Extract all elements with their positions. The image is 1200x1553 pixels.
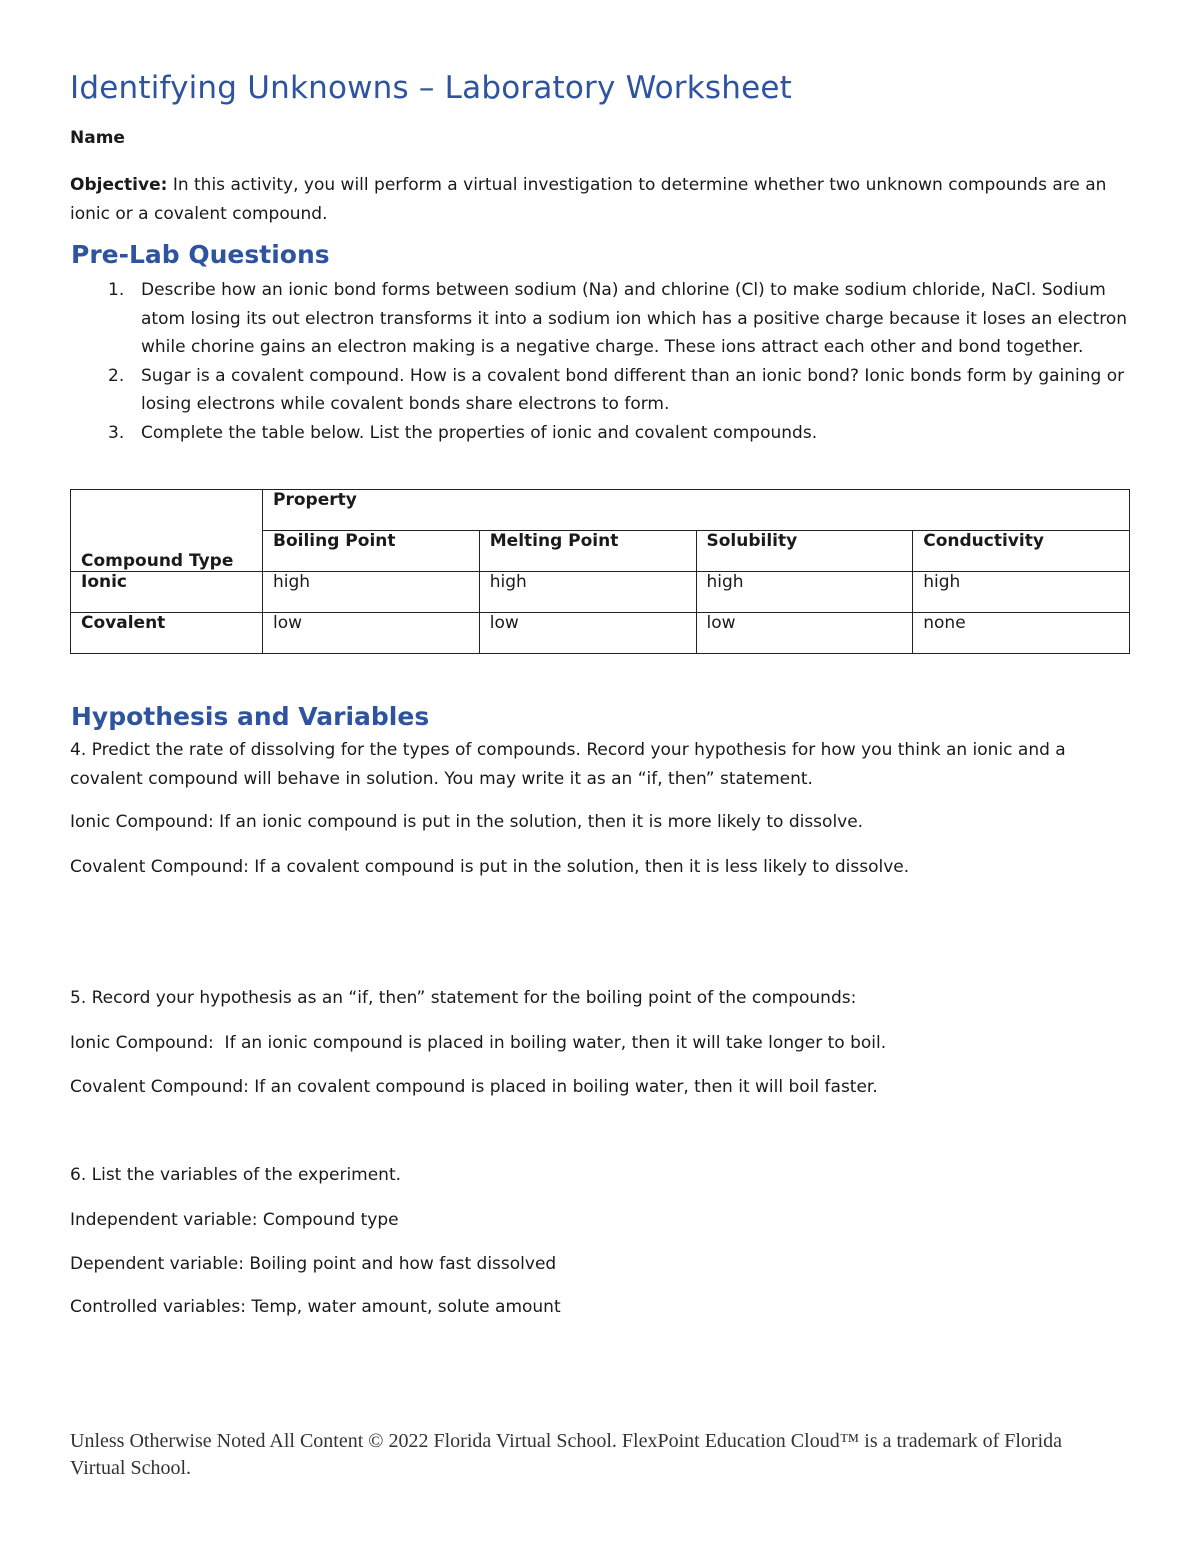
question-2 xyxy=(70,362,1132,419)
prelab-heading: Pre-Lab Questions xyxy=(71,240,330,269)
question-4-covalent-answer: Covalent Compound: If a covalent compound is put in the solution, then it is less likely to dissolve. xyxy=(70,857,910,877)
copyright-footer: Unless Otherwise Noted All Content © 2022 Florida Virtual School. FlexPoint Education Cloud™ is a trademark of Florida Virtual School. xyxy=(70,1430,1063,1479)
question-6-prompt: 6. List the variables of the experiment. xyxy=(70,1165,402,1185)
controlled-variables: Controlled variables: Temp, water amount, solute amount xyxy=(70,1297,561,1317)
column-header-conductivity: Conductivity xyxy=(913,531,1130,572)
question-4-ionic-answer: Ionic Compound: If an ionic compound is put in the solution, then it is more likely to dissolve. xyxy=(70,812,864,832)
question-5-prompt: 5. Record your hypothesis as an “if, then” statement for the boiling point of the compounds: xyxy=(70,988,857,1008)
properties-table-container xyxy=(70,489,1130,654)
table-cell: high xyxy=(913,572,1130,613)
column-header-boiling-point: Boiling Point xyxy=(263,531,480,572)
table-cell: high xyxy=(479,572,696,613)
objective-label: Objective: xyxy=(70,175,168,195)
table-cell: low xyxy=(696,613,913,654)
objective-text: In this activity, you will perform a virtual investigation to determine whether two unknown compounds are an ionic or a covalent compound. xyxy=(70,175,1107,224)
question-number: 1. xyxy=(108,280,125,300)
question-prompt: Sugar is a covalent compound. How is a covalent bond different than an ionic bond? xyxy=(141,365,859,386)
independent-variable: Independent variable: Compound type xyxy=(70,1210,399,1230)
column-header-solubility: Solubility xyxy=(696,531,913,572)
document-title: Identifying Unknowns – Laboratory Worksheet xyxy=(70,70,792,106)
question-number: 2. xyxy=(108,365,125,386)
question-3 xyxy=(70,419,1132,448)
question-number: 3. xyxy=(108,422,125,443)
question-prompt: Describe how an ionic bond forms between sodium (Na) and chlorine (Cl) to make sodium chloride, NaCl. xyxy=(141,280,1037,300)
table-cell: high xyxy=(696,572,913,613)
question-5-covalent-answer: Covalent Compound: If an covalent compound is placed in boiling water, then it will boil faster. xyxy=(70,1077,878,1097)
dependent-variable: Dependent variable: Boiling point and how fast dissolved xyxy=(70,1254,557,1274)
property-group-header: Property xyxy=(263,490,1130,531)
objective-paragraph xyxy=(70,171,1132,228)
table-cell: low xyxy=(479,613,696,654)
prelab-question-list xyxy=(70,276,1132,447)
properties-table xyxy=(70,489,1130,654)
table-group-header-row xyxy=(71,490,1130,531)
table-cell: none xyxy=(913,613,1130,654)
name-label: Name xyxy=(70,128,125,148)
question-prompt: Complete the table below. List the properties of ionic and covalent compounds. xyxy=(141,422,818,443)
table-row-covalent xyxy=(71,613,1130,654)
question-answer: Ionic bonds form by gaining or losing electrons while covalent bonds share electrons to form. xyxy=(141,365,1125,414)
hypothesis-heading: Hypothesis and Variables xyxy=(71,702,430,731)
question-1 xyxy=(70,276,1132,362)
question-5-ionic-answer: Ionic Compound: If an ionic compound is placed in boiling water, then it will take longer to boil. xyxy=(70,1033,887,1053)
row-label: Covalent xyxy=(71,613,263,654)
row-label: Ionic xyxy=(71,572,263,613)
table-cell: low xyxy=(263,613,480,654)
table-row-ionic xyxy=(71,572,1130,613)
table-cell: high xyxy=(263,572,480,613)
question-answer: Sodium atom losing its out electron transforms it into a sodium ion which has a positive charge because it loses an electron while chorine gains an electron making is a negative charge. These ions attract each other and bond together. xyxy=(141,280,1128,357)
question-4-prompt: 4. Predict the rate of dissolving for the types of compounds. Record your hypothesis for how you think an ionic and a covalent compound will behave in solution. You may write it as an “if, then” statement. xyxy=(70,740,1066,789)
column-header-melting-point: Melting Point xyxy=(479,531,696,572)
compound-type-header: Compound Type xyxy=(71,490,263,572)
